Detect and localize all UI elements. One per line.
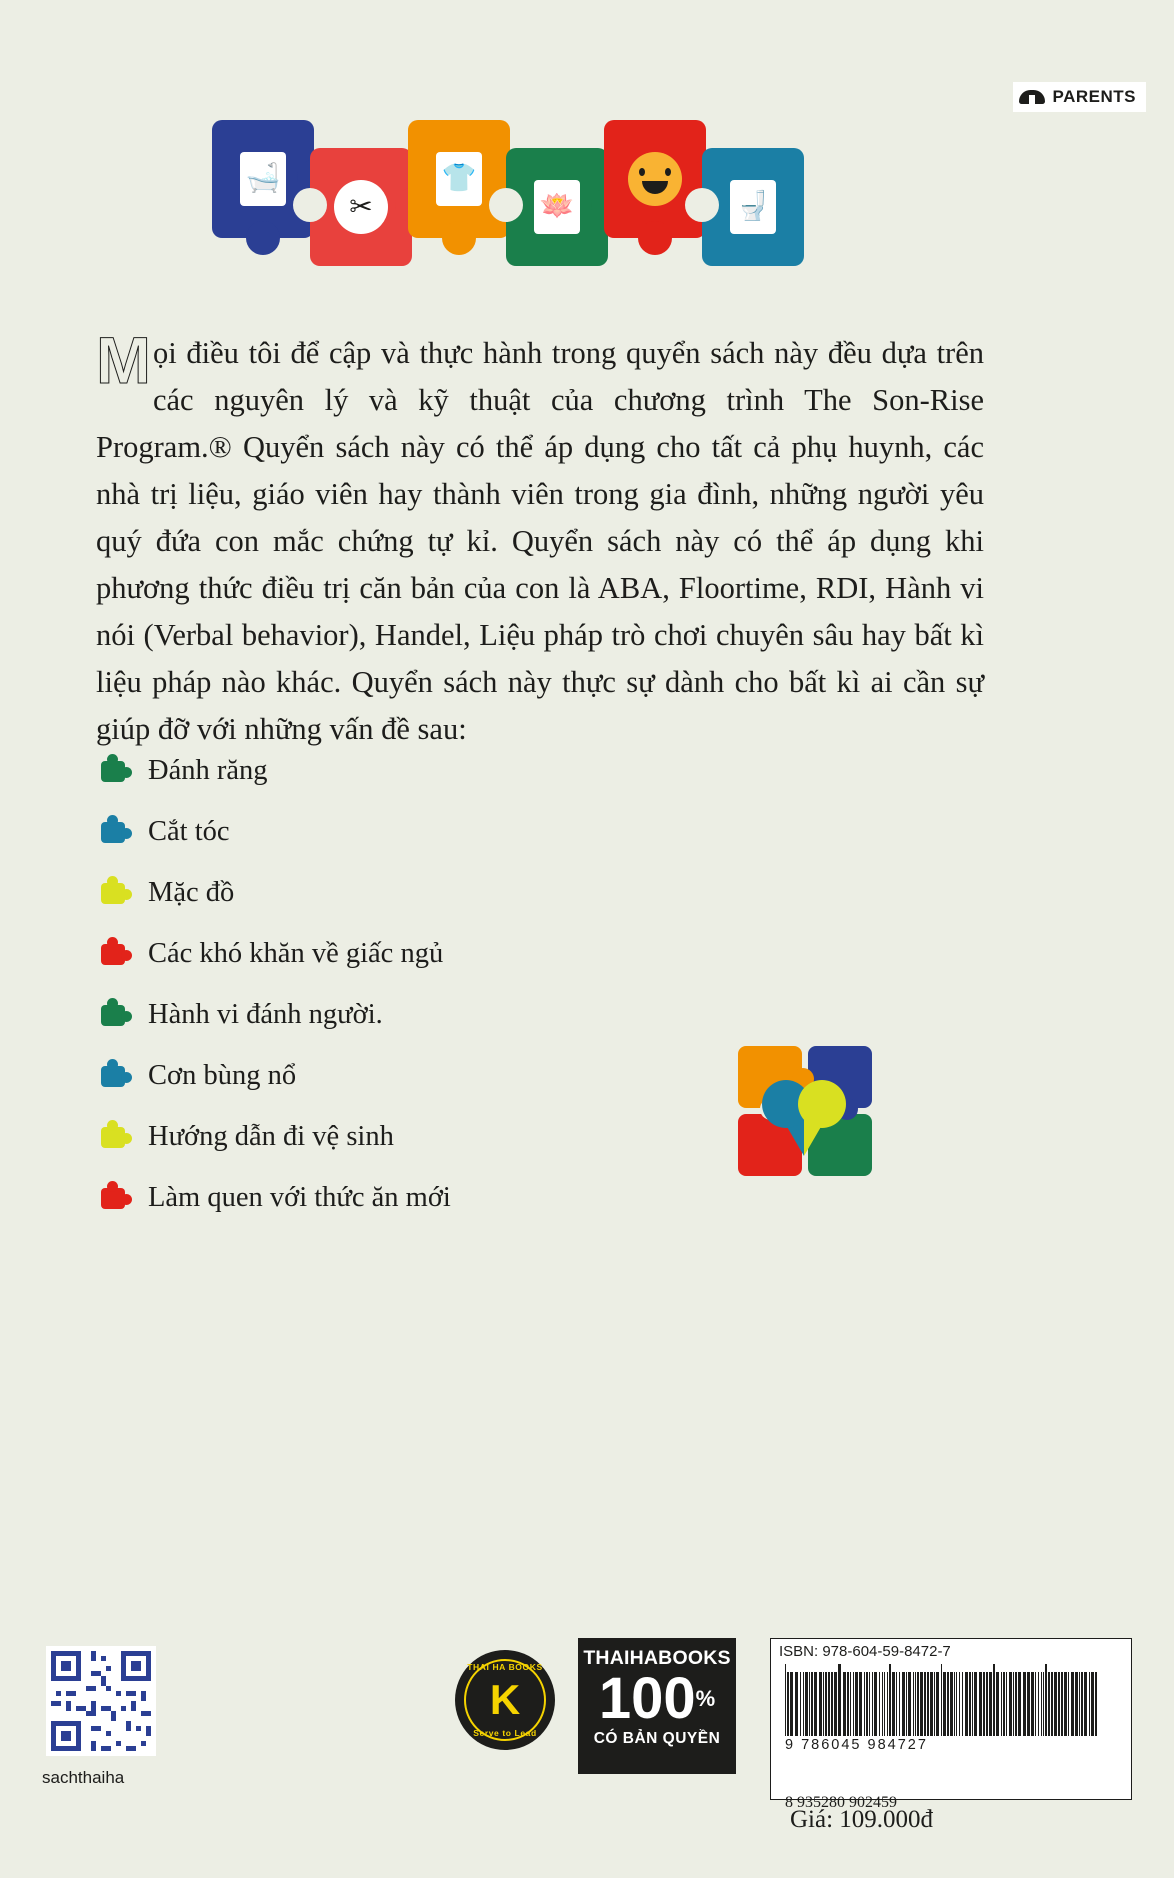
- qr-code-icon[interactable]: [46, 1646, 156, 1756]
- heart-icon: [762, 1080, 846, 1156]
- bathtub-icon: 🛁: [240, 152, 286, 206]
- puzzle-piece-bathtub: [212, 120, 314, 238]
- puzzle-bullet-icon: [96, 1181, 130, 1215]
- isbn-block: [770, 1638, 1132, 1811]
- puzzle-bullet-icon: [96, 937, 130, 971]
- toothbrush-icon: 🪷: [534, 180, 580, 234]
- piece-knob-bottom: [638, 221, 672, 255]
- puzzle-bullet-icon: [96, 1120, 130, 1154]
- isbn-text: ISBN: 978-604-59-8472-7: [779, 1643, 951, 1660]
- copyright-badge: [578, 1638, 736, 1774]
- barcode-bottom: [785, 1744, 1117, 1810]
- piece-hole-left: [293, 188, 327, 222]
- smiley-face-icon: [628, 152, 682, 206]
- list-item-label: Hành vi đánh người.: [148, 998, 383, 1030]
- puzzle-piece-tshirt: [408, 120, 510, 238]
- scissors-comb-icon: ✂: [334, 180, 388, 234]
- list-item: [96, 923, 856, 984]
- list-item-label: Cắt tóc: [148, 815, 230, 847]
- list-item-label: Mặc đồ: [148, 876, 235, 908]
- list-item-label: Làm quen với thức ăn mới: [148, 1181, 451, 1213]
- puzzle-bullet-icon: [96, 815, 130, 849]
- list-item: [96, 862, 856, 923]
- publisher-seal: [455, 1650, 555, 1750]
- intro-text: ọi điều tôi để cập và thực hành trong quyển sách này đều dựa trên các nguyên lý và kỹ thuật của chương trình The Son-Rise Program.® Quyển sách này có thể áp dụng cho tất cả phụ huynh, các nhà trị liệu, giáo viên hay thành viên trong gia đình, những người yêu quý đứa con mắc chứng tự kỉ. Quyển sách này có thể áp dụng khi phương thức điều trị căn bản của con là ABA, Floortime, RDI, Hành vi nói (Verbal behavior), Handel, Liệu pháp trò chơi chuyên sâu hay bất kì liệu pháp nào khác. Quyển sách này thực sự dành cho bất kì ai cần sự giúp đỡ với những vấn đề sau:: [96, 336, 984, 746]
- barcode-bars: [785, 1744, 1117, 1794]
- puzzle-piece-smiley: [604, 120, 706, 238]
- barcode-top-digits: 9 786045 984727: [785, 1737, 928, 1753]
- puzzle-piece-haircut: [310, 148, 412, 266]
- list-item-label: Hướng dẫn đi vệ sinh: [148, 1120, 394, 1152]
- list-item: [96, 984, 856, 1045]
- copyright-number: 100: [598, 1666, 696, 1731]
- intro-paragraph: [96, 323, 984, 753]
- puzzle-bullet-icon: [96, 1059, 130, 1093]
- tshirt-icon: 👕: [436, 152, 482, 206]
- qr-code-label: sachthaiha: [42, 1768, 125, 1787]
- seal-mark: K: [489, 1676, 521, 1723]
- list-item-label: Các khó khăn về giấc ngủ: [148, 937, 444, 969]
- parents-logo-icon: [1019, 86, 1045, 108]
- piece-hole-left: [685, 188, 719, 222]
- puzzle-piece-toothbrush: [506, 148, 608, 266]
- piece-hole-left: [489, 188, 523, 222]
- puzzle-bullet-icon: [96, 754, 130, 788]
- parents-badge: [1013, 82, 1146, 112]
- puzzle-strip: [212, 120, 812, 280]
- puzzle-piece-toilet: [702, 148, 804, 266]
- toilet-icon: 🚽: [730, 180, 776, 234]
- puzzle-bullet-icon: [96, 998, 130, 1032]
- parents-badge-label: PARENTS: [1052, 87, 1136, 106]
- drop-cap: M: [96, 323, 149, 397]
- barcode-bars: [785, 1664, 1117, 1736]
- seal-top-text: THAI HA BOOKS: [467, 1662, 543, 1672]
- list-item-label: Đánh răng: [148, 754, 268, 786]
- copyright-brand: THAIHABOOKS: [583, 1647, 731, 1669]
- heart-puzzle-logo: [724, 1038, 894, 1198]
- seal-bottom-text: Serve to Lead: [473, 1728, 537, 1738]
- piece-knob-bottom: [442, 221, 476, 255]
- puzzle-bullet-icon: [96, 876, 130, 910]
- list-item: [96, 801, 856, 862]
- copyright-percent: %: [695, 1686, 716, 1711]
- price-label: Giá: 109.000đ: [790, 1806, 934, 1833]
- barcode-bottom-digits: 8 935280 902459: [785, 1794, 897, 1811]
- list-item: [96, 740, 856, 801]
- barcode-top: [785, 1664, 1117, 1753]
- copyright-sub: CÓ BẢN QUYỀN: [593, 1730, 721, 1747]
- piece-knob-bottom: [246, 221, 280, 255]
- list-item-label: Cơn bùng nổ: [148, 1059, 297, 1091]
